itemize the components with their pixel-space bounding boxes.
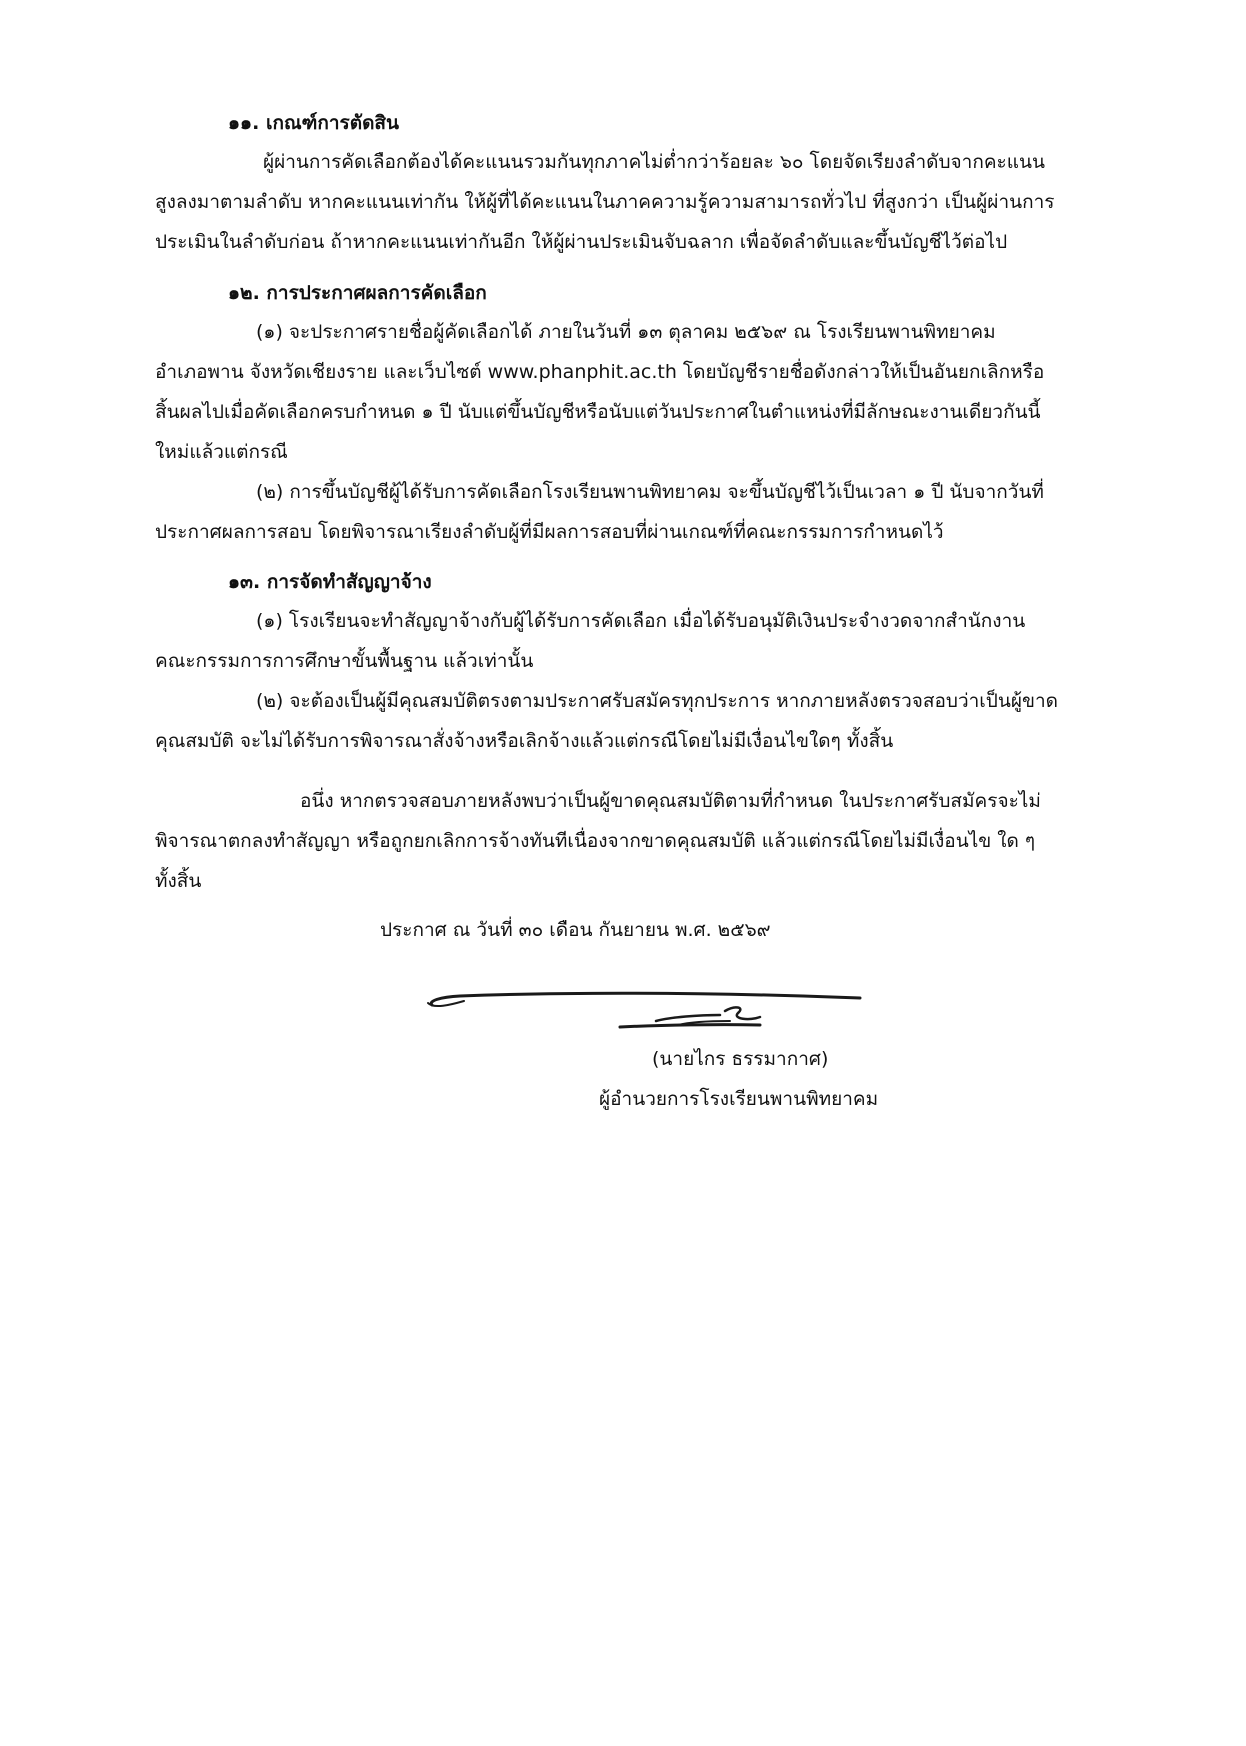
note-line-2: พิจารณาตกลงทำสัญญา หรือถูกยกเลิกการจ้างทันทีเนื่องจากขาดคุณสมบัติ แล้วแต่กรณีโดยไม่มีเงื่อนไข ใด ๆ — [155, 830, 1036, 852]
section-12-heading: ๑๒. การประกาศผลการคัดเลือก — [228, 282, 487, 304]
section-13-line-1: (๑) โรงเรียนจะทำสัญญาจ้างกับผู้ได้รับการคัดเลือก เมื่อได้รับอนุมัติเงินประจำงวดจากสำนักงาน — [256, 610, 1026, 632]
signatory-name: (นายไกร ธรรมากาศ) — [652, 1048, 829, 1070]
note-line-1: อนึ่ง หากตรวจสอบภายหลังพบว่าเป็นผู้ขาดคุณสมบัติตามที่กำหนด ในประกาศรับสมัครจะไม่ — [300, 790, 1041, 812]
section-13-heading: ๑๓. การจัดทำสัญญาจ้าง — [228, 571, 432, 593]
signatory-title: ผู้อำนวยการโรงเรียนพานพิทยาคม — [599, 1088, 879, 1110]
section-11-line-2: สูงลงมาตามลำดับ หากคะแนนเท่ากัน ให้ผู้ที่ได้คะแนนในภาคความรู้ความสามารถทั่วไป ที่สูงกว่า เป็นผู้ผ่านการ — [155, 191, 1055, 213]
signature-image — [420, 975, 890, 1045]
section-12-line-5: (๒) การขึ้นบัญชีผู้ได้รับการคัดเลือกโรงเรียนพานพิทยาคม จะขึ้นบัญชีไว้เป็นเวลา ๑ ปี นับจากวันที่ — [256, 481, 1044, 503]
section-12-line-2: อำเภอพาน จังหวัดเชียงราย และเว็บไซต์ www.phanphit.ac.th โดยบัญชีรายชื่อดังกล่าวให้เป็นอันยกเลิกหรือ — [155, 361, 1045, 383]
section-11-heading: ๑๑. เกณฑ์การตัดสิน — [228, 112, 399, 134]
section-11-line-1: ผู้ผ่านการคัดเลือกต้องได้คะแนนรวมกันทุกภาคไม่ต่ำกว่าร้อยละ ๖๐ โดยจัดเรียงลำดับจากคะแนน — [263, 151, 1045, 173]
announcement-date: ประกาศ ณ วันที่ ๓๐ เดือน กันยายน พ.ศ. ๒๕๖๙ — [380, 919, 771, 941]
section-13-line-4: คุณสมบัติ จะไม่ได้รับการพิจารณาสั่งจ้างหรือเลิกจ้างแล้วแต่กรณีโดยไม่มีเงื่อนไขใดๆ ทั้งสิ้น — [155, 730, 894, 752]
section-12-line-3: สิ้นผลไปเมื่อคัดเลือกครบกำหนด ๑ ปี นับแต่ขึ้นบัญชีหรือนับแต่วันประกาศในตำแหน่งที่มีลักษณะงานเดียวกันนี้ — [155, 401, 1041, 423]
section-12-line-1: (๑) จะประกาศรายชื่อผู้คัดเลือกได้ ภายในวันที่ ๑๓ ตุลาคม ๒๕๖๙ ณ โรงเรียนพานพิทยาคม — [256, 321, 996, 343]
section-12-line-4: ใหม่แล้วแต่กรณี — [155, 441, 288, 463]
section-11-line-3: ประเมินในลำดับก่อน ถ้าหากคะแนนเท่ากันอีก ให้ผู้ผ่านประเมินจับฉลาก เพื่อจัดลำดับและขึ้นบัญชีไว้ต่อไป — [155, 231, 1008, 253]
section-12-line-6: ประกาศผลการสอบ โดยพิจารณาเรียงลำดับผู้ที่มีผลการสอบที่ผ่านเกณฑ์ที่คณะกรรมการกำหนดไว้ — [155, 521, 944, 543]
note-line-3: ทั้งสิ้น — [155, 870, 202, 892]
section-13-line-2: คณะกรรมการการศึกษาขั้นพื้นฐาน แล้วเท่านั้น — [155, 650, 534, 672]
section-13-line-3: (๒) จะต้องเป็นผู้มีคุณสมบัติตรงตามประกาศรับสมัครทุกประการ หากภายหลังตรวจสอบว่าเป็นผู้ขาด — [256, 690, 1058, 712]
